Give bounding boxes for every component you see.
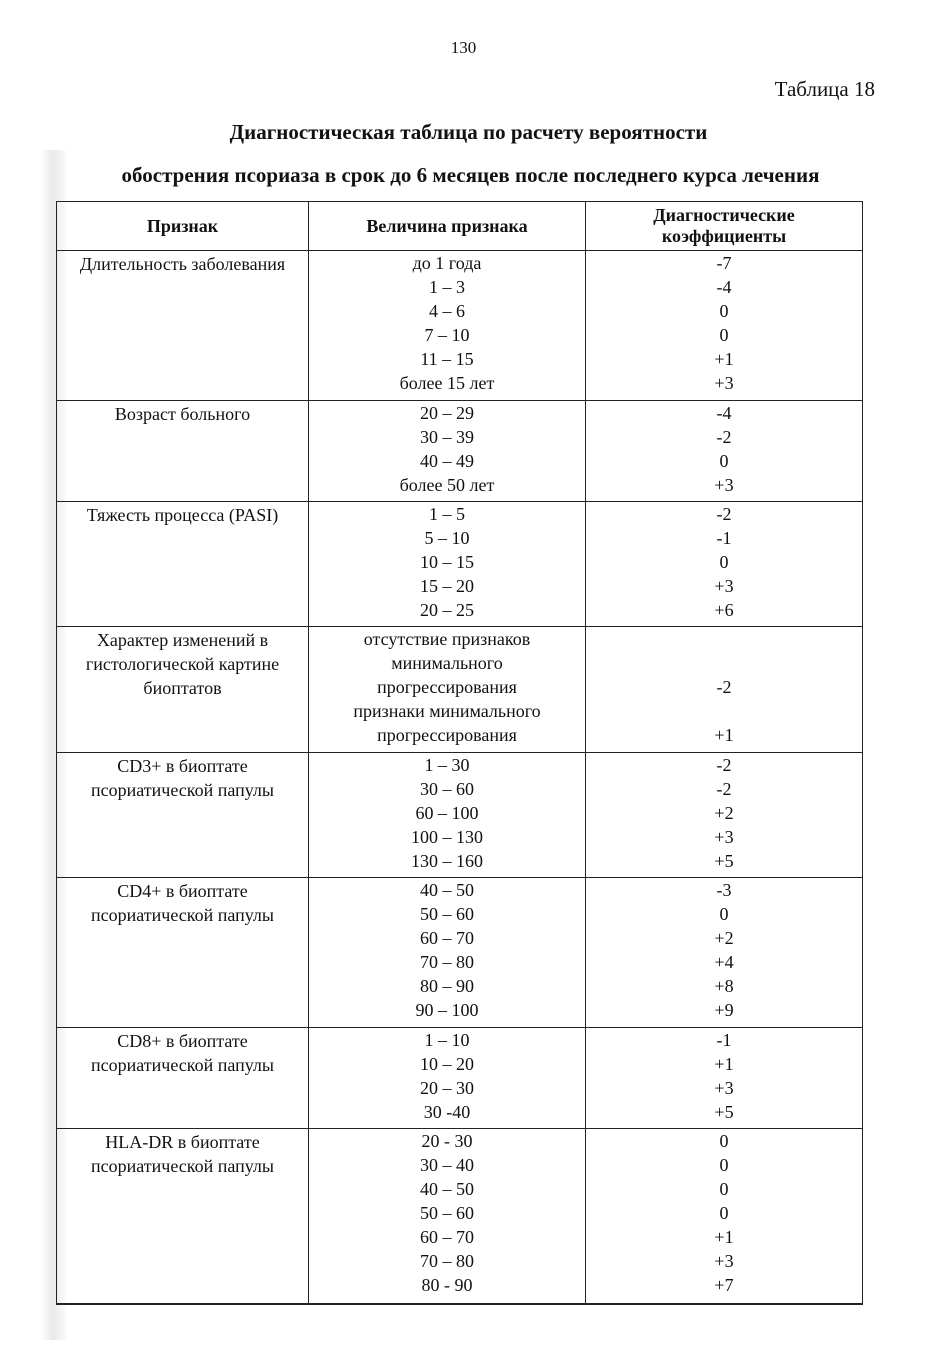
feature-name-line: Возраст больного (114, 404, 251, 425)
table-empty-row (57, 1303, 863, 1304)
diagnostic-coefficient: -1 (716, 527, 732, 548)
table-row (57, 251, 863, 401)
feature-value: 60 – 70 (420, 1226, 474, 1247)
feature-value: 40 – 50 (420, 1178, 474, 1199)
diagnostic-coefficient: +8 (714, 975, 734, 996)
coefficients-cell (586, 877, 863, 1027)
table-title-line-1: Диагностическая таблица по расчету вероятности (229, 120, 708, 144)
feature-name-cell (57, 251, 309, 401)
diagnostic-coefficient: +5 (714, 1102, 734, 1123)
feature-value: 100 – 130 (411, 826, 483, 847)
table-row (57, 1128, 863, 1303)
coefficients-cell (586, 251, 863, 401)
feature-name-cell (57, 1028, 309, 1129)
feature-value: 40 – 50 (420, 879, 474, 900)
page-number: 130 (450, 38, 477, 57)
feature-value: прогрессирования (377, 677, 517, 698)
diagnostic-coefficient: +3 (714, 575, 734, 596)
diagnostic-coefficient: +2 (714, 802, 734, 823)
feature-name-line: псориатической папулы (90, 904, 275, 925)
feature-name-line: CD3+ в биоптате (117, 755, 248, 776)
feature-name-cell (57, 1128, 309, 1303)
feature-name-line: псориатической папулы (90, 1055, 275, 1076)
diagnostic-coefficient: 0 (719, 1154, 729, 1175)
feature-name-line: Характер изменений в (96, 630, 269, 651)
feature-value: 1 – 10 (424, 1030, 470, 1051)
feature-values-cell (309, 1028, 586, 1129)
feature-value: 30 – 40 (420, 1154, 474, 1175)
feature-value: 10 – 20 (420, 1054, 474, 1075)
feature-values-cell (309, 1128, 586, 1303)
feature-name-cell (57, 752, 309, 877)
table-row (57, 501, 863, 626)
diagnostic-coefficient: +3 (714, 475, 734, 496)
diagnostic-coefficient: +7 (714, 1274, 734, 1295)
diagnostic-coefficient: -4 (716, 277, 732, 297)
feature-value: 90 – 100 (415, 999, 479, 1020)
feature-value: 130 – 160 (411, 850, 483, 871)
diagnostic-coefficient: -2 (716, 778, 732, 799)
table-body (57, 251, 863, 1305)
feature-value: 80 – 90 (420, 975, 474, 996)
feature-value: 70 – 80 (420, 951, 474, 972)
coefficients-cell (586, 627, 863, 752)
diagnostic-coefficient: +3 (714, 826, 734, 847)
feature-name-line: CD4+ в биоптате (117, 880, 248, 901)
feature-values-cell (309, 501, 586, 626)
diagnostic-coefficient: -2 (716, 503, 732, 524)
coefficients-cell (586, 501, 863, 626)
feature-name-line: Длительность заболевания (79, 254, 286, 274)
feature-value: 5 – 10 (424, 527, 470, 548)
table-row (57, 752, 863, 877)
feature-values-cell (309, 401, 586, 502)
empty-cell (309, 1303, 586, 1304)
diagnostic-coefficient: 0 (719, 551, 729, 572)
feature-value: 60 – 100 (415, 802, 479, 823)
feature-name-line: псориатической папулы (90, 1155, 275, 1176)
feature-value: 70 – 80 (420, 1250, 474, 1271)
diagnostic-coefficient: +3 (714, 1250, 734, 1271)
feature-name-cell (57, 401, 309, 502)
diagnostic-coefficient: +6 (714, 599, 734, 620)
diagnostic-coefficient: -2 (716, 754, 732, 775)
diagnostic-coefficient: 0 (719, 1178, 729, 1199)
feature-value: до 1 года (412, 253, 482, 273)
feature-value: 1 – 30 (424, 754, 470, 775)
feature-value: 30 -40 (423, 1102, 471, 1123)
diagnostic-coefficient: -3 (716, 879, 732, 900)
feature-value: 15 – 20 (420, 575, 474, 596)
table-label: Таблица 18 (774, 77, 875, 101)
diagnostic-coefficient: 0 (719, 1202, 729, 1223)
feature-value: 40 – 49 (420, 451, 474, 472)
diagnostic-coefficient: 0 (719, 903, 729, 924)
diagnostic-coefficient: +1 (714, 1054, 734, 1075)
diagnostic-coefficient: -4 (716, 403, 732, 424)
table-row (57, 1028, 863, 1129)
diagnostic-coefficient (592, 651, 856, 675)
feature-values-cell (309, 627, 586, 752)
diagnostic-coefficient: 0 (719, 1130, 729, 1151)
feature-value: 80 - 90 (421, 1274, 473, 1295)
diagnostic-coefficient: 0 (719, 301, 729, 321)
feature-value: 50 – 60 (420, 903, 474, 924)
coefficients-cell (586, 1028, 863, 1129)
feature-value: 1 – 5 (429, 503, 465, 524)
feature-name-line: гистологической картине (85, 654, 280, 675)
empty-cell (586, 1303, 863, 1304)
table-header-row (57, 202, 863, 251)
diagnostic-coefficient: +1 (714, 349, 734, 369)
feature-name-cell (57, 877, 309, 1027)
diagnostic-coefficient: +3 (714, 373, 734, 393)
feature-name-cell (57, 627, 309, 752)
feature-name-line: HLA-DR в биоптате (105, 1131, 260, 1152)
coefficients-cell (586, 401, 863, 502)
feature-value: более 50 лет (399, 475, 495, 496)
feature-value: 50 – 60 (420, 1202, 474, 1223)
table-row (57, 627, 863, 752)
diagnostic-coefficient: +9 (714, 999, 734, 1020)
feature-value: 7 – 10 (424, 325, 470, 345)
feature-name-line: Тяжесть процесса (PASI) (86, 504, 279, 525)
diagnostic-coefficient (592, 699, 856, 723)
feature-value: 4 – 6 (429, 301, 465, 321)
diagnostic-coefficient: +1 (714, 1226, 734, 1247)
feature-value: 1 – 3 (429, 277, 465, 297)
header-feature: Признак (57, 202, 309, 251)
feature-value: признаки минимального (353, 701, 541, 722)
feature-name-line: псориатической папулы (90, 779, 275, 800)
diagnostic-coefficient: 0 (719, 451, 729, 472)
feature-value: отсутствие признаков (363, 629, 531, 650)
diagnostic-coefficient: +5 (714, 850, 734, 871)
feature-value: 10 – 15 (420, 551, 474, 572)
diagnostic-coefficient: +1 (714, 725, 734, 746)
feature-name-line: CD8+ в биоптате (117, 1031, 248, 1052)
coefficients-cell (586, 752, 863, 877)
feature-value: минимального (391, 653, 503, 674)
diagnostic-coefficient: -1 (716, 1030, 732, 1051)
feature-value: прогрессирования (377, 725, 517, 746)
feature-value: 11 – 15 (420, 349, 474, 369)
diagnostic-coefficient: -2 (716, 427, 732, 448)
diagnostic-table (56, 201, 863, 1305)
diagnostic-coefficient: +4 (714, 951, 734, 972)
feature-value: 30 – 60 (420, 778, 474, 799)
feature-values-cell (309, 251, 586, 401)
diagnostic-coefficient: -2 (716, 677, 732, 698)
feature-value: 20 – 30 (420, 1078, 474, 1099)
feature-value: 60 – 70 (420, 927, 474, 948)
diagnostic-coefficient (592, 627, 856, 651)
coefficients-cell (586, 1128, 863, 1303)
diagnostic-coefficient: +2 (714, 927, 734, 948)
feature-value: 30 – 39 (420, 427, 474, 448)
table-row (57, 401, 863, 502)
feature-values-cell (309, 752, 586, 877)
feature-value: 20 - 30 (421, 1130, 473, 1151)
feature-values-cell (309, 877, 586, 1027)
feature-name-line: биоптатов (143, 678, 222, 699)
empty-cell (57, 1303, 309, 1304)
diagnostic-coefficient: -7 (716, 253, 732, 273)
feature-value: более 15 лет (399, 373, 495, 393)
header-coefficients: Диагностические коэффициенты (586, 202, 863, 251)
feature-value: 20 – 29 (420, 403, 474, 424)
diagnostic-coefficient: +3 (714, 1078, 734, 1099)
table-title-line-2: обострения псориаза в срок до 6 месяцев после последнего курса лечения (121, 163, 820, 187)
table-row (57, 877, 863, 1027)
feature-name-cell (57, 501, 309, 626)
diagnostic-coefficient: 0 (719, 325, 729, 345)
feature-value: 20 – 25 (420, 599, 474, 620)
header-value: Величина признака (309, 202, 586, 251)
